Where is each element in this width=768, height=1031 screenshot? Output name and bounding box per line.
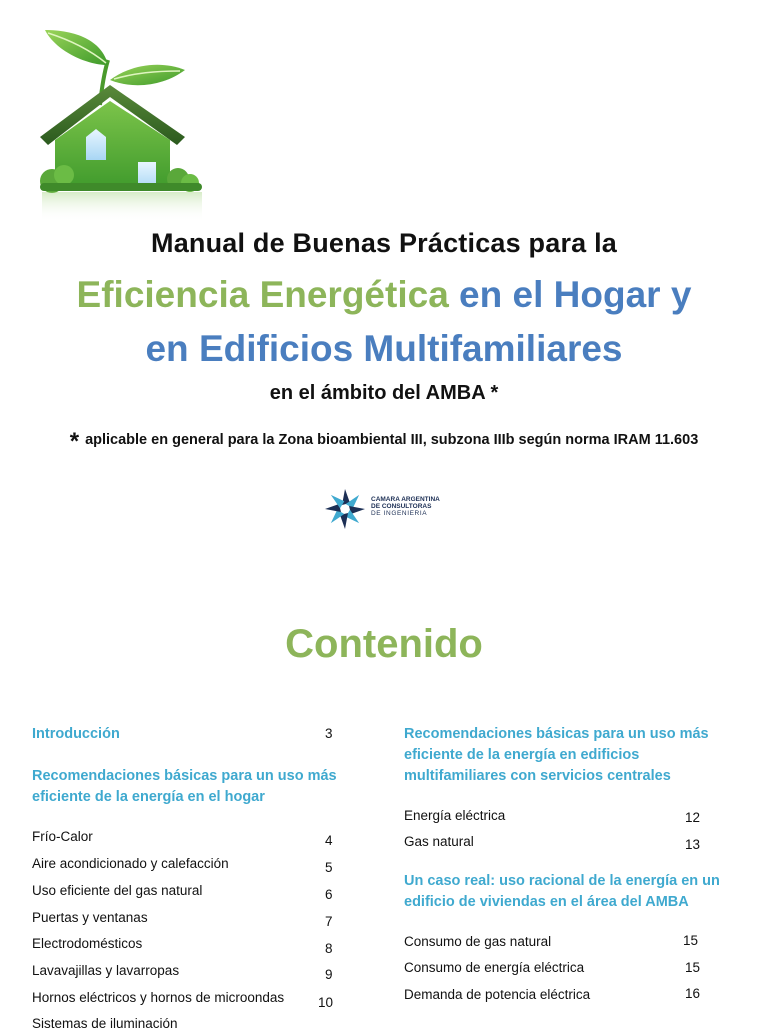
toc-item-page: 15 <box>683 933 699 948</box>
toc-item-page: 16 <box>685 986 701 1001</box>
toc-item[interactable]: Gas natural <box>404 834 474 849</box>
title-efficiency: Eficiencia Energética <box>76 274 449 315</box>
manual-title-line3 <box>0 328 768 370</box>
org-name <box>371 496 440 517</box>
scope-line: en el ámbito del AMBA * <box>269 382 499 404</box>
manual-title-line1: Manual de Buenas Prácticas para la <box>151 228 617 258</box>
title-and: y <box>660 274 692 315</box>
toc-item[interactable]: Energía eléctrica <box>404 808 506 823</box>
toc-intro-link[interactable]: Introducción <box>32 726 120 742</box>
footnote-star: * <box>69 428 80 455</box>
toc-item[interactable]: Aire acondicionado y calefacción <box>32 856 229 871</box>
title-buildings: Edificios Multifamiliares <box>198 328 623 369</box>
toc-item-page: 5 <box>325 860 333 875</box>
toc-item[interactable]: Hornos eléctricos y hornos de microondas <box>32 990 285 1005</box>
toc-section-case[interactable] <box>404 871 720 913</box>
toc-intro-page: 3 <box>325 726 333 741</box>
toc-item[interactable]: Sistemas de iluminación <box>32 1016 178 1031</box>
toc-item-page: 9 <box>325 967 333 982</box>
title-in: en <box>145 328 199 369</box>
contents-title: Contenido <box>285 622 483 666</box>
footnote-text: aplicable en general para la Zona bioambiental III, subzona IIIb según norma IRAM 11.603 <box>85 432 699 448</box>
toc-item-page: 4 <box>325 833 333 848</box>
toc-item[interactable]: Frío-Calor <box>32 829 93 844</box>
toc-item-page: 10 <box>318 995 334 1010</box>
title-connector: en el <box>448 274 554 315</box>
toc-item[interactable]: Puertas y ventanas <box>32 910 148 925</box>
org-name-line3: DE INGENIERIA <box>371 510 428 517</box>
toc-item-page: 7 <box>325 914 333 929</box>
toc-section-home[interactable] <box>32 766 337 808</box>
toc-item-page: 8 <box>325 941 333 956</box>
toc-section-home-line1: Recomendaciones básicas para un uso más <box>32 768 337 784</box>
toc-section-case-line1: Un caso real: uso racional de la energía en un <box>404 873 720 889</box>
toc-section-buildings[interactable] <box>404 724 709 787</box>
toc-item[interactable]: Consumo de gas natural <box>404 934 552 949</box>
toc-section-buildings-line3: multifamiliares con servicios centrales <box>404 768 671 784</box>
toc-item[interactable]: Consumo de energía eléctrica <box>404 960 585 975</box>
toc-section-buildings-line1: Recomendaciones básicas para un uso más <box>404 726 709 742</box>
org-logo <box>322 486 442 532</box>
toc-section-buildings-line2: eficiente de la energía en edificios <box>404 747 640 763</box>
toc-item-page: 13 <box>685 837 701 852</box>
eco-house-logo <box>30 25 215 225</box>
toc-section-case-line2: edificio de viviendas en el área del AMBA <box>404 894 689 910</box>
toc-item[interactable]: Demanda de potencia eléctrica <box>404 987 591 1002</box>
toc-item-page: 15 <box>685 960 701 975</box>
manual-title-line2 <box>0 274 768 316</box>
toc-item[interactable]: Electrodomésticos <box>32 936 143 951</box>
toc-item-page: 12 <box>685 810 701 825</box>
toc-section-home-line2: eficiente de la energía en el hogar <box>32 789 265 805</box>
toc-item-page: 6 <box>325 887 333 902</box>
org-name-line1: CAMARA ARGENTINA <box>371 496 440 503</box>
org-name-line2: DE CONSULTORAS <box>371 503 432 510</box>
footnote <box>0 428 768 456</box>
title-home: Hogar <box>553 274 661 315</box>
toc-item[interactable]: Uso eficiente del gas natural <box>32 883 203 898</box>
org-emblem-icon <box>322 486 368 532</box>
toc-item[interactable]: Lavavajillas y lavarropas <box>32 963 180 978</box>
